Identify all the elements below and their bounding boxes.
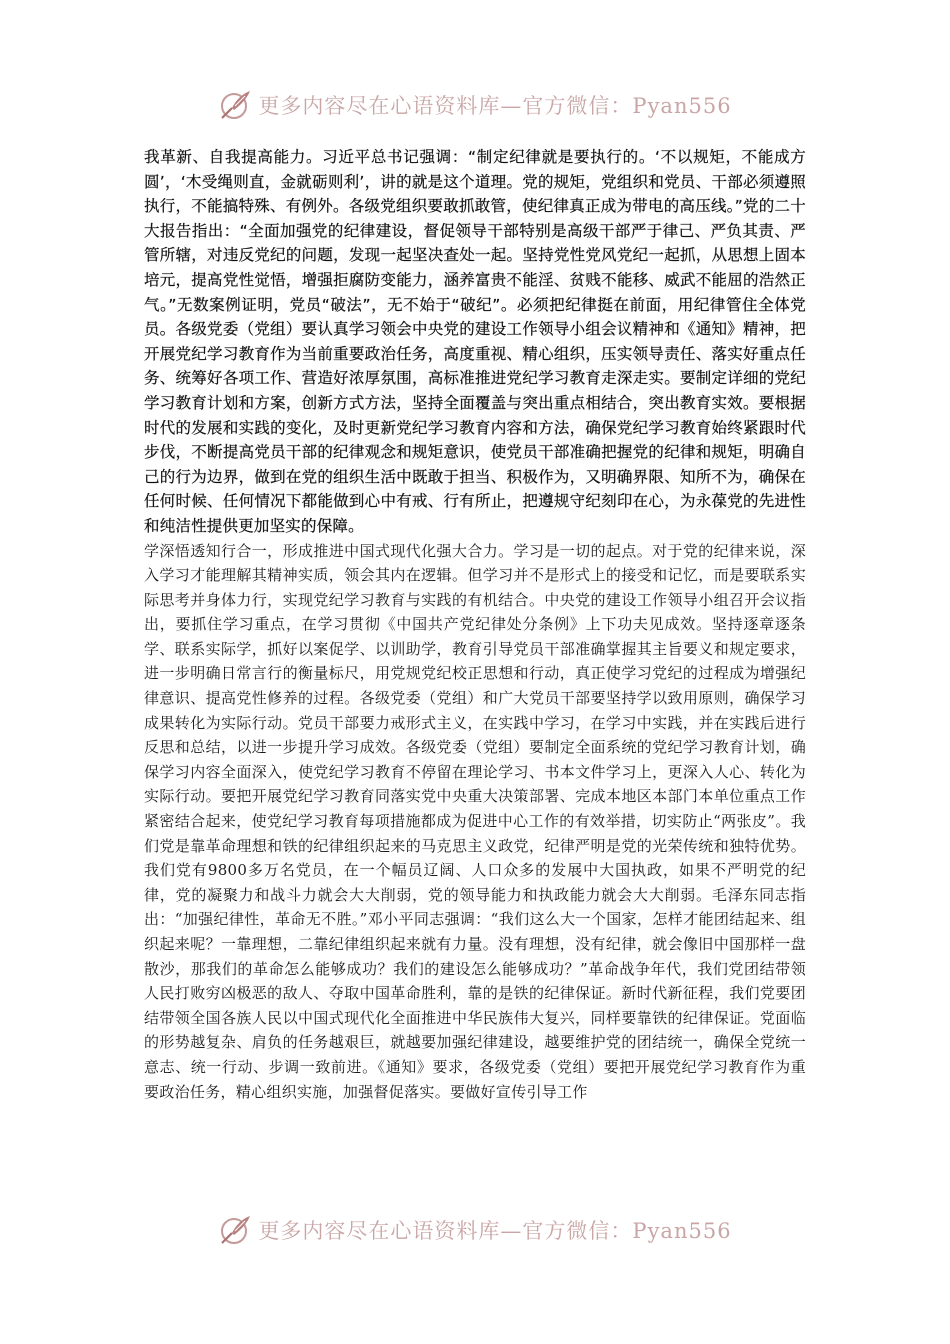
- quill-pen-logo-icon: [218, 88, 252, 122]
- paragraph-1: 我革新、自我提高能力。习近平总书记强调：“制定纪律就是要执行的。‘不以规矩，不能成方圆’，‘木受绳则直，金就砺则利’，讲的就是这个道理。党的规矩，党组织和党员、干部必须遵照执行，不能搞特殊、有例外。各级党组织要敢抓敢管，使纪律真正成为带电的高压线。”党的二十大报告指出：“全面加强党的纪律建设，督促领导干部特别是高级干部严于律己、严负其责、严管所辖，对违反党纪的问题，发现一起坚决查处一起。坚持党性党风党纪一起抓，从思想上固本培元，提高党性觉悟，增强拒腐防变能力，涵养富贵不能淫、贫贱不能移、威武不能屈的浩然正气。”无数案例证明，党员“破法”，无不始于“破纪”。必须把纪律挺在前面，用纪律管住全体党员。各级党委（党组）要认真学习领会中央党的建设工作领导小组会议精神和《通知》精神，把开展党纪学习教育作为当前重要政治任务，高度重视、精心组织，压实领导责任、落实好重点任务、统筹好各项工作、营造好浓厚氛围，高标准推进党纪学习教育走深走实。要制定详细的党纪学习教育计划和方案，创新方式方法，坚持全面覆盖与突出重点相结合，突出教育实效。要根据时代的发展和实践的变化，及时更新党纪学习教育内容和方法，确保党纪学习教育始终紧跟时代步伐，不断提高党员干部的纪律观念和规矩意识，使党员干部准确把握党的纪律和规矩，明确自己的行为边界，做到在党的组织生活中既敢于担当、积极作为，又明确界限、知所不为，确保在任何时候、任何情况下都能做到心中有戒、行有所止，把遵规守纪刻印在心，为永葆党的先进性和纯洁性提供更加坚实的保障。: [144, 148, 806, 535]
- paragraph-2: 学深悟透知行合一，形成推进中国式现代化强大合力。学习是一切的起点。对于党的纪律来说，深入学习才能理解其精神实质，领会其内在逻辑。但学习并不是形式上的接受和记忆，而是要联系实际思考并身体力行，实现党纪学习教育与实践的有机结合。中央党的建设工作领导小组召开会议指出，要抓住学习重点，在学习贯彻《中国共产党纪律处分条例》上下功夫见成效。坚持逐章逐条学、联系实际学，抓好以案促学、以训助学，教育引导党员干部准确掌握其主旨要义和规定要求，进一步明确日常言行的衡量标尺，用党规党纪校正思想和行动，真正使学习党纪的过程成为增强纪律意识、提高党性修养的过程。各级党委（党组）和广大党员干部要坚持学以致用原则，确保学习成果转化为实际行动。党员干部要力戒形式主义，在实践中学习，在学习中实践，并在实践后进行反思和总结，以进一步提升学习成效。各级党委（党组）要制定全面系统的党纪学习教育计划，确保学习内容全面深入，使党纪学习教育不停留在理论学习、书本文件学习上，更深入人心、转化为实际行动。要把开展党纪学习教育同落实党中央重大决策部署、完成本地区本部门本单位重点工作紧密结合起来，使党纪学习教育每项措施都成为促进中心工作的有效举措，切实防止“两张皮”。我们党是靠革命理想和铁的纪律组织起来的马克思主义政党，纪律严明是党的光荣传统和独特优势。我们党有9800多万名党员，在一个幅员辽阔、人口众多的发展中大国执政，如果不严明党的纪律，党的凝聚力和战斗力就会大大削弱，党的领导能力和执政能力就会大大削弱。毛泽东同志指出：“加强纪律性，革命无不胜。”邓小平同志强调：“我们这么大一个国家，怎样才能团结起来、组织起来呢？一靠理想，二靠纪律组织起来就有力量。没有理想，没有纪律，就会像旧中国那样一盘散沙，那我们的革命怎么能够成功？我们的建设怎么能够成功？”革命战争年代，我们党团结带领人民打败穷凶极恶的敌人、夺取中国革命胜利，靠的是铁的纪律保证。新时代新征程，我们党要团结带领全国各族人民以中国式现代化全面推进中华民族伟大复兴，同样要靠铁的纪律保证。党面临的形势越复杂、肩负的任务越艰巨，就越要加强纪律建设，越要维护党的团结统一，确保全党统一意志、统一行动、步调一致前进。《通知》要求，各级党委（党组）要把开展党纪学习教育作为重要政治任务，精心组织实施，加强督促落实。要做好宣传引导工作: [144, 541, 806, 1101]
- watermark-text: 更多内容尽在心语资料库—官方微信：Pyan556: [258, 94, 732, 118]
- quill-pen-logo-icon: [218, 1213, 252, 1247]
- document-body: [144, 145, 806, 1104]
- watermark-text: 更多内容尽在心语资料库—官方微信：Pyan556: [258, 1219, 732, 1243]
- header-watermark: [0, 85, 950, 125]
- footer-watermark: [0, 1210, 950, 1250]
